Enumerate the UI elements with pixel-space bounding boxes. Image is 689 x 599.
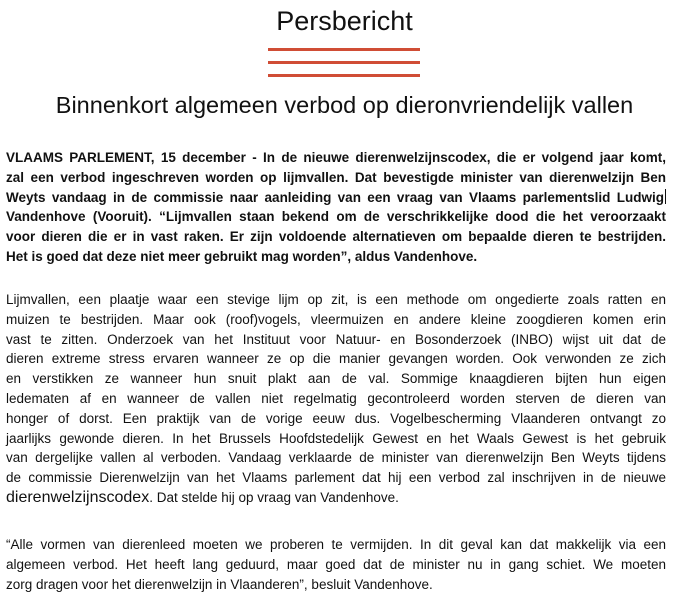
body-line: dieren extreme stress ervaren wanneer ze op die manier gevangen worden. Ook verwonden ze zich	[6, 351, 666, 367]
lead-paragraph	[6, 148, 666, 267]
body-line: jaarlijks gewonde dieren. In het Brussels Hoofdstedelijk Gewest en het Waals Gewest is het gebruik	[6, 430, 666, 446]
body-line: honger of dorst. Een praktijk van de vorige eeuw dus. Vogelbescherming Vlaanderen ontvangt zo	[6, 410, 666, 426]
title-underline-1	[268, 48, 420, 51]
quote-line: zorg dragen voor het dierenwelzijn in Vlaanderen”, besluit Vandenhove.	[6, 576, 433, 592]
body-line: ledematen af en wanneer de vallen niet regelmatig gecontroleerd worden sterven de dieren van	[6, 390, 666, 406]
lead-line-text: Weyts vandaag in de commissie naar aanleiding van een vraag van Vlaams parlementslid Ludwig	[6, 189, 664, 205]
lead-line: zal een verbod ingeschreven worden op lijmvallen. Dat bevestigde minister van dierenwelzijn Ben	[6, 169, 666, 185]
quote-line: “Alle vormen van dierenleed moeten we proberen te vermijden. In dit geval kan dat makkelijk via een	[6, 537, 666, 552]
headline: Binnenkort algemeen verbod op dieronvriendelijk vallen	[55, 92, 634, 118]
body-line: muizen te bestrijden. Maar ook (roof)vogels, vleermuizen en andere kleine zoogdieren komen erin	[6, 311, 666, 327]
body-line: van dergelijke vallen al verboden. Vandaag verklaarde de minister van dierenwelzijn Ben Weyts tijdens	[6, 450, 666, 466]
body-line	[6, 488, 666, 508]
text-cursor	[665, 189, 666, 204]
body-line: vast te zitten. Onderzoek van het Instituut voor Natuur- en Bosonderzoek (INBO) wijst uit dat de	[6, 331, 666, 347]
title-underline-2	[268, 61, 420, 64]
lead-line: Het is goed dat deze niet meer gebruikt mag worden”, aldus Vandenhove.	[6, 248, 478, 264]
body-line: de commissie Dierenwelzijn van het Vlaams parlement dat hij een verbod zal inschrijven in de nieuwe	[6, 470, 666, 486]
body-line: en verstikken ze wanneer hun snuit plakt aan de val. Sommige knaagdieren bijten hun eigen	[6, 371, 666, 387]
lead-line: VLAAMS PARLEMENT, 15 december - In de nieuwe dierenwelzijnscodex, die er volgend jaar komt,	[6, 150, 666, 165]
body-line: Lijmvallen, een plaatje waar een stevige lijm op zit, is een methode om ongedierte zoals ratten en	[6, 292, 666, 307]
document-title: Persbericht	[276, 6, 413, 36]
body-paragraph-1	[6, 290, 666, 508]
quote-line: algemeen verbod. Het heeft lang geduurd, maar goed dat de minister nu in gang schiet. We moeten	[6, 556, 666, 572]
body-paragraph-2	[6, 535, 666, 594]
lead-line	[6, 188, 666, 208]
lead-line: Vandenhove (Vooruit). “Lijmvallen staan bekend om de verschrikkelijke dood die het veroorzaakt	[6, 209, 666, 225]
lead-line: voor dieren die er in vast raken. Er zijn voldoende alternatieven om bepaalde dieren te bestrijden.	[6, 229, 666, 245]
title-underline-3	[268, 74, 420, 77]
body-line-rest: . Dat stelde hij op vraag van Vandenhove.	[149, 489, 399, 505]
codex-word: dierenwelzijnscodex	[6, 488, 150, 506]
